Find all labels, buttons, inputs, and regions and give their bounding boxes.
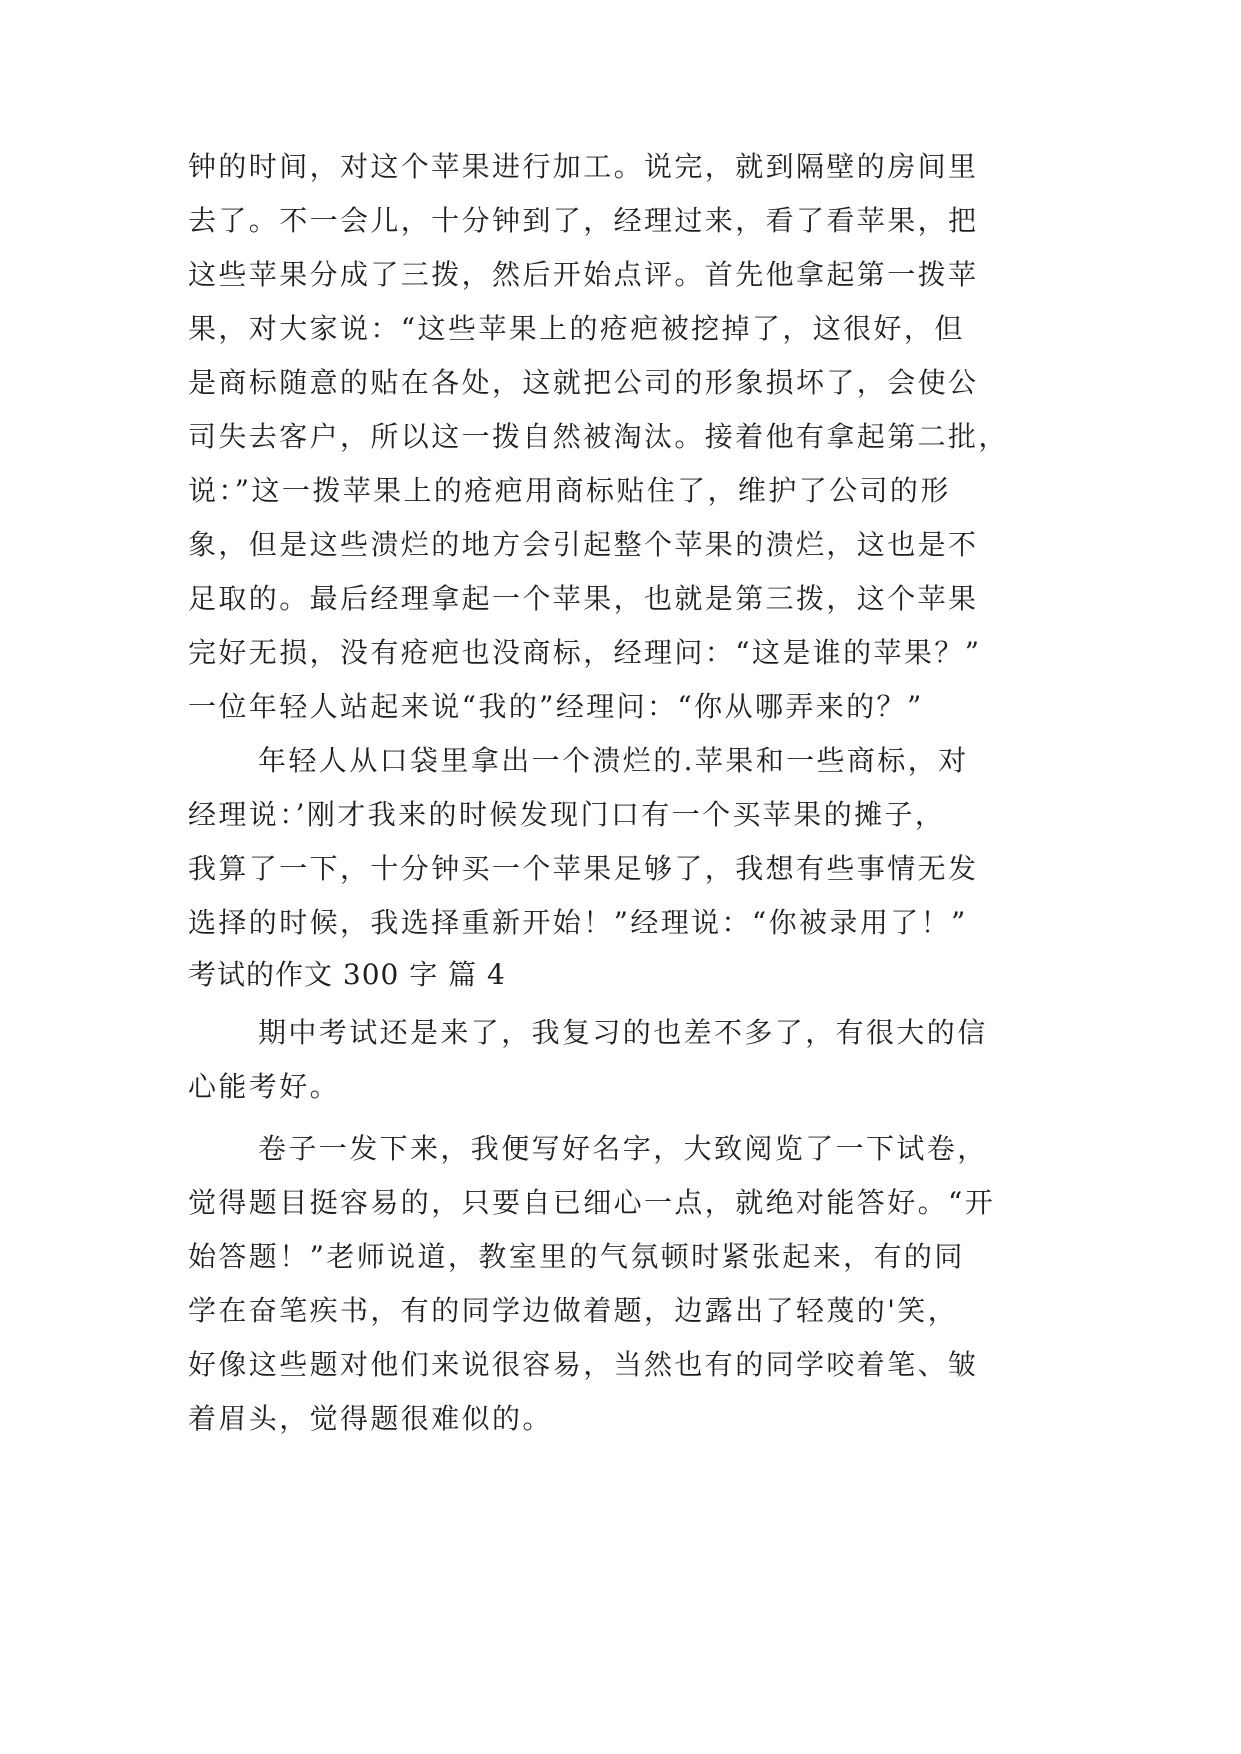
text-line: 心能考好。 <box>188 1070 341 1103</box>
paragraph-first-line: 年轻人从口袋里拿出一个溃烂的.苹果和一些商标，对 <box>258 744 969 777</box>
text-line: 着眉头，觉得题很难似的。 <box>188 1402 553 1435</box>
text-line: 是商标随意的贴在各处，这就把公司的形象损坏了，会使公 <box>188 366 979 399</box>
text-line: 这些苹果分成了三拨，然后开始点评。首先他拿起第一拨苹 <box>188 258 979 291</box>
text-line: 钟的时间，对这个苹果进行加工。说完，就到隔壁的房间里 <box>188 150 979 183</box>
text-line: 觉得题目挺容易的，只要自已细心一点，就绝对能答好。“开 <box>188 1186 996 1219</box>
text-line: 一位年轻人站起来说“我的”经理问：“你从哪弄来的？” <box>188 690 924 723</box>
text-line: 好像这些题对他们来说很容易，当然也有的同学咬着笔、皱 <box>188 1348 979 1381</box>
text-line: 始答题！”老师说道，教室里的气氛顿时紧张起来，有的同 <box>188 1240 965 1273</box>
text-line: 象，但是这些溃烂的地方会引起整个苹果的溃烂，这也是不 <box>188 528 979 561</box>
text-line: 学在奋笔疾书，有的同学边做着题，边露出了轻蔑的'笑， <box>188 1294 959 1327</box>
text-line: 说：”这一拨苹果上的疮疤用商标贴住了，维护了公司的形 <box>188 474 951 507</box>
text-line: 足取的。最后经理拿起一个苹果，也就是第三拨，这个苹果 <box>188 582 979 615</box>
text-line: 去了。不一会儿，十分钟到了，经理过来，看了看苹果，把 <box>188 204 979 237</box>
paragraph-first-line: 卷子一发下来，我便写好名字，大致阅览了一下试卷， <box>258 1132 988 1165</box>
text-line: 经理说：’刚才我来的时候发现门口有一个买苹果的摊子， <box>188 798 946 831</box>
section-heading: 考试的作文 300 字 篇 4 <box>188 958 506 991</box>
text-line: 我算了一下，十分钟买一个苹果足够了，我想有些事情无发 <box>188 852 979 885</box>
text-line: 完好无损，没有疮疤也没商标，经理问：“这是谁的苹果？” <box>188 636 982 669</box>
text-line: 司失去客户，所以这一拨自然被淘汰。接着他有拿起第二批， <box>188 420 1009 453</box>
text-line: 果，对大家说：“这些苹果上的疮疤被挖掉了，这很好，但 <box>188 312 965 345</box>
paragraph-first-line: 期中考试还是来了，我复习的也差不多了，有很大的信 <box>258 1016 988 1049</box>
text-line: 选择的时候，我选择重新开始！”经理说：“你被录用了！” <box>188 906 968 939</box>
